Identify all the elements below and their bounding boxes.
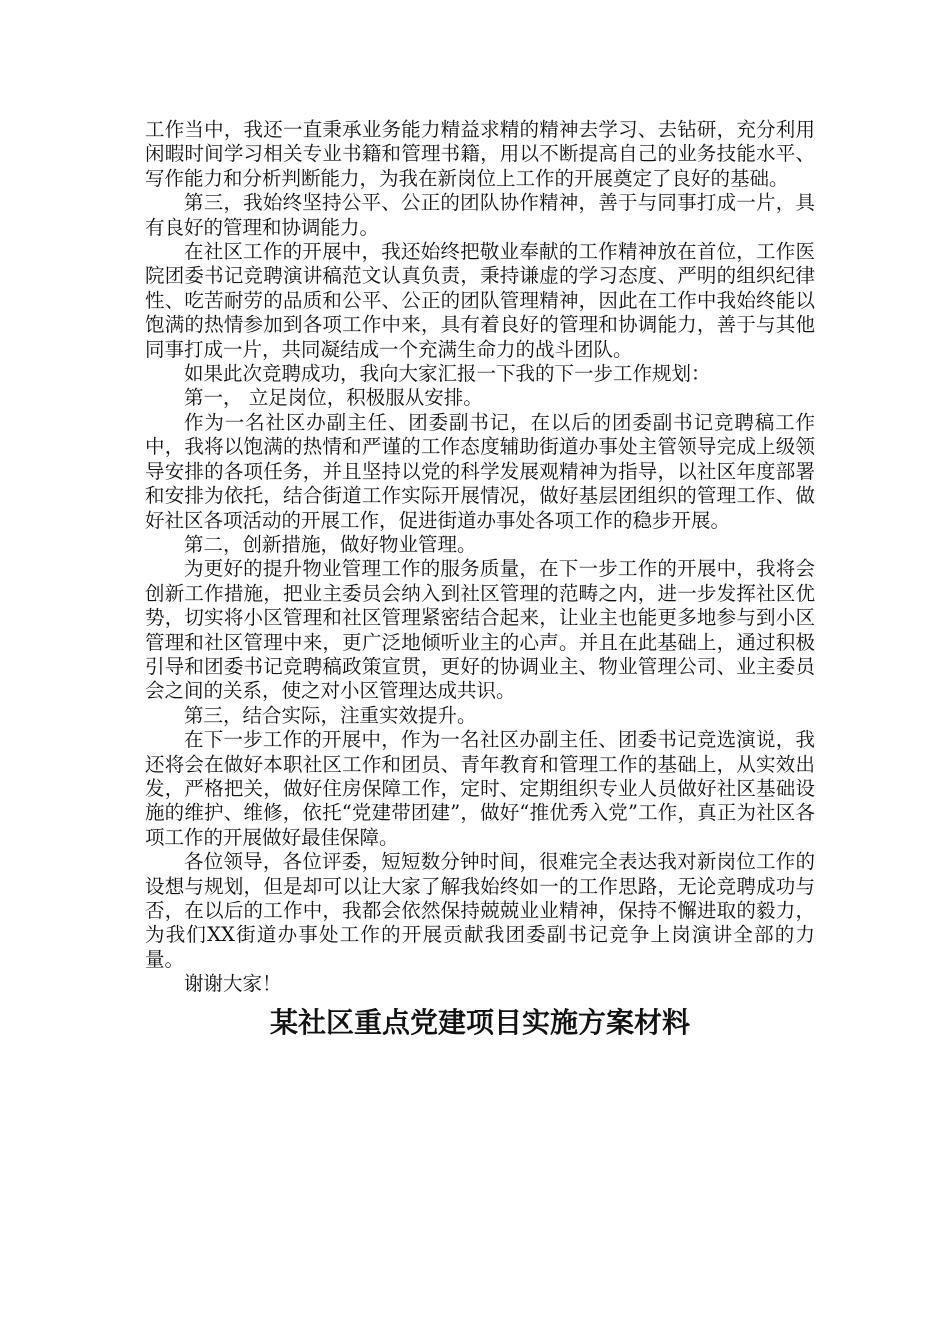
body-paragraph-11: 各位领导，各位评委，短短数分钟时间，很难完全表达我对新岗位工作的设想与规划，但是却可以让大家了解我始终如一的工作思路，无论竞聘成功与否，在以后的工作中，我都会依然保持兢兢业业精神，保持不懈进取的毅力， 为我们XX街道办事处工作的开展贡献我团委副书记竞争上岗演讲全部的力量。 [145,850,815,971]
body-paragraph-10: 在下一步工作的开展中，作为一名社区办副主任、团委书记竞选演说，我还将会在做好本职社区工作和团员、青年教育和管理工作的基础上，从实效出发，严格把关，做好住房保障工作，定时、定期组织专业人员做好社区基础设施的维护、维修，依托“党建带团建”，做好“推优秀入党”工作，真正为社区各项工作的开展做好最佳保障。 [145,728,815,849]
body-paragraph-3: 在社区工作的开展中，我还始终把敬业奉献的工作精神放在首位，工作医院团委书记竞聘演讲稿范文认真负责，秉持谦虚的学习态度、严明的组织纪律性、吃苦耐劳的品质和公平、公正的团队管理精神，因此在工作中我始终能以饱满的热情参加到各项工作中来，具有着良好的管理和协调能力，善于与其他同事打成一片，共同凝结成一个充满生命力的战斗团队。 [145,240,815,361]
body-paragraph-9: 第三，结合实际，注重实效提升。 [184,703,477,727]
body-paragraph-7: 第二，创新措施，做好物业管理。 [184,532,477,556]
body-paragraph-12: 谢谢大家！ [184,972,282,996]
body-paragraph-6: 作为一名社区办副主任、团委副书记，在以后的团委副书记竞聘稿工作中，我将以饱满的热情和严谨的工作态度辅助街道办事处主管领导完成上级领导安排的各项任务，并且坚持以党的科学发展观精神为指导，以社区年度部署和安排为依托，结合街道工作实际开展情况，做好基层团组织的管理工作、做好社区各项活动的开展工作，促进街道办事处各项工作的稳步开展。 [145,410,815,532]
body-paragraph-4: 如果此次竞聘成功，我向大家汇报一下我的下一步工作规划： [184,362,711,386]
document-page [145,118,815,1043]
body-paragraph-8: 为更好的提升物业管理工作的服务质量，在下一步工作的开展中，我将会创新工作措施，把业主委员会纳入到社区管理的范畴之内，进一步发挥社区优势，切实将小区管理和社区管理紧密结合起来，让业主也能更多地参与到小区管理和社区管理中来，更广泛地倾听业主的心声。并且在此基础上，通过积极引导和团委书记竞聘稿政策宣贯，更好的协调业主、物业管理公司、业主委员会之间的关系，使之对小区管理达成共识。 [145,557,815,703]
body-paragraph-2: 第三，我始终坚持公平、公正的团队协作精神，善于与同事打成一片，具有良好的管理和协调能力。 [145,191,815,239]
body-paragraph-1: 工作当中，我还一直秉承业务能力精益求精的精神去学习、去钻研，充分利用闲暇时间学习相关专业书籍和管理书籍，用以不断提高自己的业务技能水平、写作能力和分析判断能力，为我在新岗位上工作的开展奠定了良好的基础。 [145,118,815,190]
body-paragraph-5: 第一， 立足岗位，积极服从安排。 [184,386,483,410]
next-document-title: 某社区重点党建项目实施方案材料 [269,1005,690,1039]
